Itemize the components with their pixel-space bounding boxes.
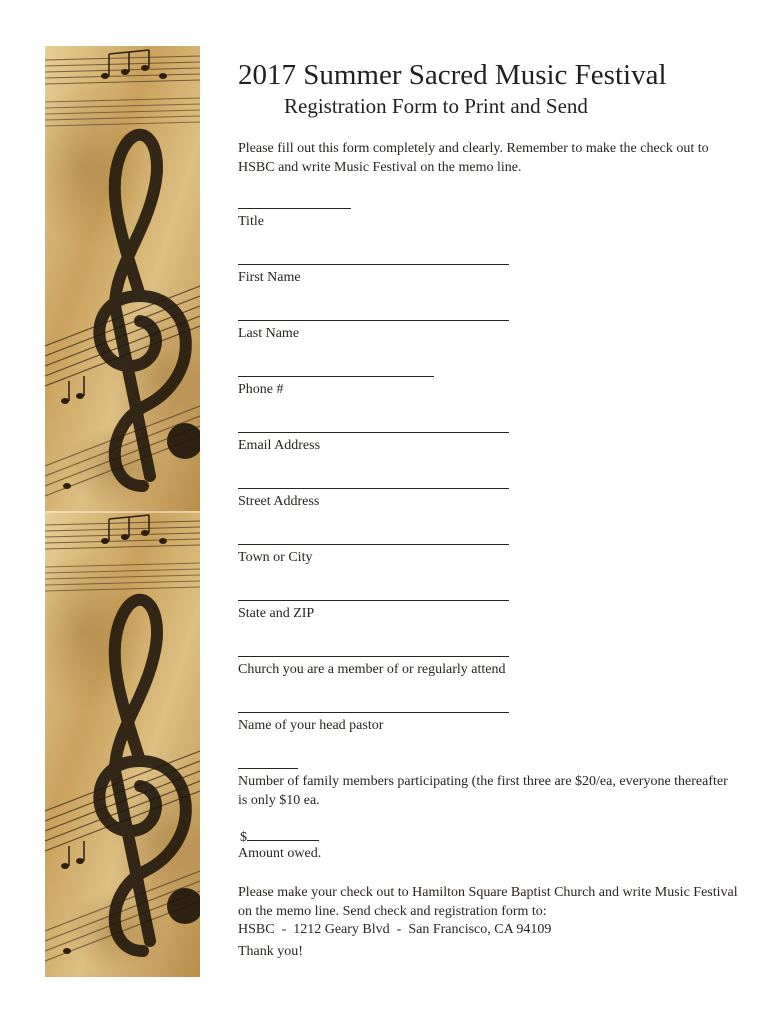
amount-label: Amount owed.: [238, 846, 322, 861]
state-zip-blank[interactable]: [238, 600, 509, 601]
pastor-label: Name of your head pastor: [238, 718, 384, 733]
sheet-music-artwork: [45, 46, 200, 977]
state-zip-field[interactable]: [238, 600, 509, 623]
title-label: Title: [238, 214, 264, 229]
amount-field[interactable]: [240, 828, 319, 846]
family-field[interactable]: [238, 768, 728, 810]
state-zip-label: State and ZIP: [238, 606, 315, 621]
email-blank[interactable]: [238, 432, 509, 433]
pastor-field[interactable]: [238, 712, 509, 735]
last-name-blank[interactable]: [238, 320, 509, 321]
first-name-field[interactable]: [238, 264, 509, 287]
last-name-field[interactable]: [238, 320, 509, 343]
mailing-address: HSBC - 1212 Geary Blvd - San Francisco, CA 94109: [238, 922, 552, 937]
phone-label: Phone #: [238, 382, 284, 397]
page-title: 2017 Summer Sacred Music Festival: [238, 59, 667, 91]
thank-you-text: Thank you!: [238, 944, 303, 959]
phone-field[interactable]: [238, 376, 434, 399]
first-name-blank[interactable]: [238, 264, 509, 265]
title-field[interactable]: [238, 208, 351, 231]
street-label: Street Address: [238, 494, 320, 509]
pastor-blank[interactable]: [238, 712, 509, 713]
amount-blank[interactable]: [247, 828, 319, 841]
mailing-instructions: [238, 884, 738, 940]
title-blank[interactable]: [238, 208, 351, 209]
phone-blank[interactable]: [238, 376, 434, 377]
church-field[interactable]: [238, 656, 509, 679]
first-name-label: First Name: [238, 270, 301, 285]
town-field[interactable]: [238, 544, 509, 567]
check-instructions: Please make your check out to Hamilton Square Baptist Church and write Music Festival on the memo line. Send check and registration form to:: [238, 885, 738, 919]
intro-text: Please fill out this form completely and clearly. Remember to make the check out to HSBC and write Music Festival on the memo line.: [238, 141, 709, 175]
family-blank[interactable]: [238, 768, 298, 769]
email-field[interactable]: [238, 432, 509, 455]
family-label: Number of family members participating (the first three are $20/ea, everyone thereafter is only $10 ea.: [238, 774, 728, 808]
church-blank[interactable]: [238, 656, 509, 657]
page-subtitle: Registration Form to Print and Send: [284, 94, 588, 118]
street-blank[interactable]: [238, 488, 509, 489]
music-decoration-strip: [45, 46, 200, 977]
email-label: Email Address: [238, 438, 321, 453]
town-blank[interactable]: [238, 544, 509, 545]
dollar-sign: $: [240, 830, 247, 845]
last-name-label: Last Name: [238, 326, 300, 341]
street-field[interactable]: [238, 488, 509, 511]
church-label: Church you are a member of or regularly attend: [238, 662, 506, 677]
town-label: Town or City: [238, 550, 313, 565]
